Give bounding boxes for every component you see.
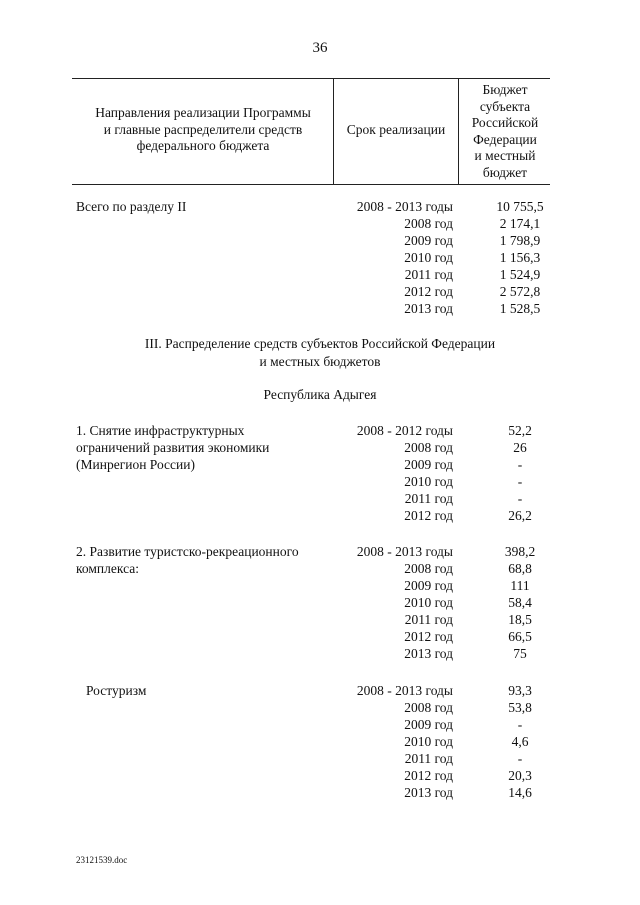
header-col-period: Срок реализации — [346, 122, 446, 137]
value-cell: 53,8 — [508, 700, 532, 715]
period-cell: 2013 год — [404, 301, 453, 316]
table-row — [334, 733, 552, 750]
value-cell: 18,5 — [508, 612, 532, 627]
header-col-direction-line: федерального бюджета — [136, 138, 270, 153]
period-cell: 2010 год — [404, 595, 453, 610]
item-label — [76, 422, 269, 473]
header-bottom-rule — [72, 184, 550, 185]
header-col-budget-line: субъекта — [479, 98, 531, 114]
table-row — [334, 490, 552, 507]
table-row — [334, 645, 552, 662]
value-cell: 1 156,3 — [499, 250, 541, 265]
table-row — [334, 577, 552, 594]
item-label-line: (Минрегион России) — [76, 457, 195, 472]
table-row — [334, 682, 552, 699]
period-cell: 2008 - 2013 годы — [356, 683, 453, 698]
value-cell: 26,2 — [508, 508, 532, 523]
value-cell: 1 798,9 — [499, 233, 541, 248]
period-cell: 2008 - 2012 годы — [356, 423, 453, 438]
period-cell: 2011 год — [404, 267, 453, 282]
table-row — [334, 266, 552, 283]
value-cell: 20,3 — [508, 768, 532, 783]
value-cell: 52,2 — [508, 423, 532, 438]
item-label-line: комплекса: — [76, 561, 139, 576]
table-row — [334, 439, 552, 456]
section-title-line-1: III. Распределение средств субъектов Российской Федерации — [144, 336, 496, 351]
period-cell: 2008 год — [404, 440, 453, 455]
table-row — [334, 767, 552, 784]
item-label — [76, 543, 299, 577]
header-col-budget-line: Российской — [471, 115, 539, 130]
table-row — [334, 249, 552, 266]
period-cell: 2012 год — [404, 508, 453, 523]
header-col-budget — [459, 82, 551, 181]
value-cell: 26 — [513, 440, 527, 455]
period-cell: 2008 год — [404, 216, 453, 231]
table-row — [334, 699, 552, 716]
value-cell: 398,2 — [504, 544, 536, 559]
period-cell: 2009 год — [404, 578, 453, 593]
value-cell: 75 — [513, 646, 527, 661]
table-row — [334, 594, 552, 611]
value-cell: 10 755,5 — [496, 199, 544, 214]
section-title-line-2: и местных бюджетов — [259, 354, 381, 369]
period-cell: 2012 год — [404, 768, 453, 783]
item-label-line: 2. Развитие туристско-рекреационного — [76, 544, 299, 559]
document-filename: 23121539.doc — [76, 855, 128, 865]
table-row — [334, 784, 552, 801]
value-cell: 93,3 — [508, 683, 532, 698]
period-cell: 2011 год — [404, 751, 453, 766]
value-cell: 68,8 — [508, 561, 532, 576]
period-cell: 2010 год — [404, 250, 453, 265]
table-row — [334, 611, 552, 628]
period-cell: 2013 год — [404, 646, 453, 661]
table-row — [334, 300, 552, 317]
period-cell: 2008 год — [404, 561, 453, 576]
total-label: Всего по разделу II — [76, 199, 187, 214]
value-cell: 1 528,5 — [499, 301, 541, 316]
period-cell: 2013 год — [404, 785, 453, 800]
period-cell: 2010 год — [404, 474, 453, 489]
value-cell: - — [517, 457, 523, 472]
value-cell: - — [517, 474, 523, 489]
table-row — [334, 543, 552, 560]
period-cell: 2009 год — [404, 233, 453, 248]
value-cell: 1 524,9 — [499, 267, 541, 282]
table-row — [334, 507, 552, 524]
table-row — [334, 422, 552, 439]
value-cell: 2 174,1 — [499, 216, 541, 231]
period-cell: 2008 - 2013 годы — [356, 199, 453, 214]
item-label-line: ограничений развития экономики — [76, 440, 270, 455]
value-cell: 14,6 — [508, 785, 532, 800]
header-col-direction-line: и главные распределители средств — [103, 121, 303, 137]
period-cell: 2009 год — [404, 457, 453, 472]
period-cell: 2012 год — [404, 284, 453, 299]
value-cell: 58,4 — [508, 595, 532, 610]
table-row — [334, 750, 552, 767]
value-cell: - — [517, 751, 523, 766]
value-cell: 4,6 — [511, 734, 529, 749]
table-row — [334, 628, 552, 645]
period-cell: 2011 год — [404, 612, 453, 627]
table-row — [334, 456, 552, 473]
item-label-line: Ростуризм — [86, 683, 147, 698]
region-heading: Республика Адыгея — [263, 387, 377, 402]
header-top-rule — [72, 78, 550, 79]
table-row — [334, 473, 552, 490]
value-cell: 66,5 — [508, 629, 532, 644]
period-cell: 2008 - 2013 годы — [356, 544, 453, 559]
item-label — [86, 682, 146, 699]
period-cell: 2011 год — [404, 491, 453, 506]
header-col-budget-line: Федерации — [473, 131, 537, 147]
header-col-direction — [76, 105, 330, 155]
value-cell: - — [517, 717, 523, 732]
table-row — [334, 716, 552, 733]
value-cell: - — [517, 491, 523, 506]
page-number: 36 — [312, 40, 328, 56]
table-row — [334, 283, 552, 300]
table-row — [334, 232, 552, 249]
item-label-line: 1. Снятие инфраструктурных — [76, 423, 245, 438]
value-cell: 2 572,8 — [499, 284, 541, 299]
header-col-budget-line: бюджет — [482, 164, 528, 180]
table-row — [334, 198, 552, 215]
table-row — [334, 215, 552, 232]
header-col-budget-line: и местный — [474, 148, 536, 163]
header-col-direction-line: Направления реализации Программы — [95, 105, 311, 120]
period-cell: 2012 год — [404, 629, 453, 644]
period-cell: 2008 год — [404, 700, 453, 715]
value-cell: 111 — [510, 578, 530, 593]
period-cell: 2009 год — [404, 717, 453, 732]
table-row — [334, 560, 552, 577]
header-col-budget-line: Бюджет — [482, 82, 528, 97]
period-cell: 2010 год — [404, 734, 453, 749]
